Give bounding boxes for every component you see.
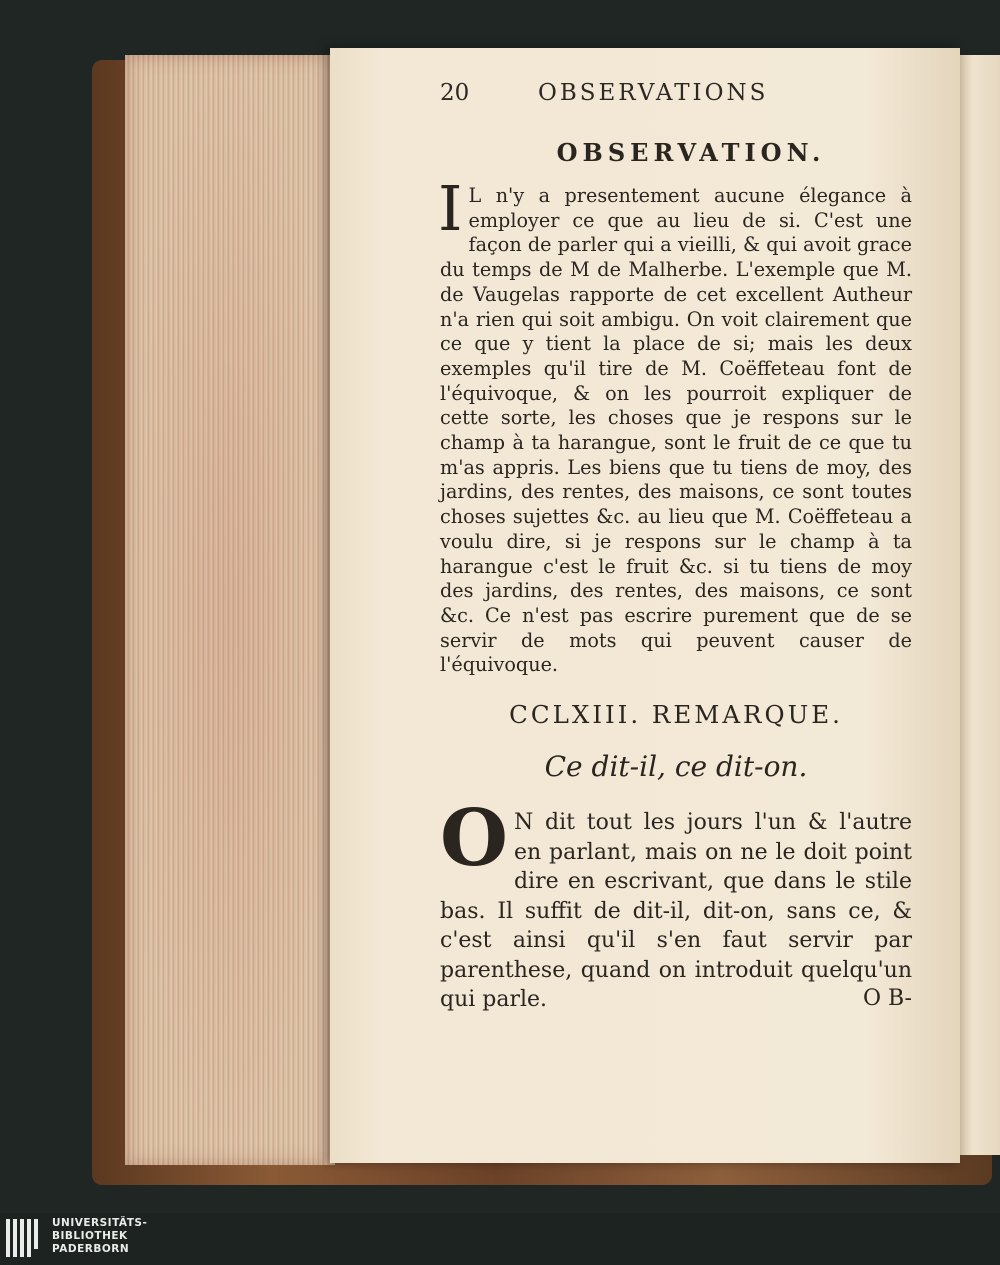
observation-text: L n'y a presentement aucune élegance à employer ce que au lieu de si. C'est une façon de parler qui a vieilli, & qui avoit grace du temps de M de Malherbe. L'exemple que M. de Vaugelas rapporte de cet excellent Autheur n'a rien qui soit ambigu. On voit clairement que ce que y tient la place de si; mais les deux exemples qu'il tire de M. Coëffeteau font de l'équivoque, & on les pourroit expliquer de cette sorte, les choses que je respons sur le champ à ta harangue, sont le fruit de ce que tu m'as appris. Les biens que tu tiens de moy, des jardins, des rentes, des maisons, ce sont toutes choses sujettes &c. au lieu que M. Coëffeteau a voulu dire, si je respons sur le champ à ta harangue c'est le fruit &c. si tu tiens de moy des jardins, des rentes, des maisons, ce sont &c. Ce n'est pas escrire purement que de se servir de mots qui peuvent causer de l'équivoque. bbox=[440, 184, 912, 677]
library-name-line: UNIVERSITÄTS- bbox=[52, 1217, 148, 1229]
observation-title: OBSERVATION. bbox=[556, 138, 826, 167]
drop-cap: I bbox=[438, 172, 463, 245]
page-block-edge bbox=[125, 55, 335, 1165]
library-name bbox=[52, 1217, 147, 1256]
library-logo-icon bbox=[6, 1219, 42, 1257]
remarque-subtitle: Ce dit-il, ce dit-on. bbox=[544, 750, 808, 783]
observation-paragraph bbox=[438, 172, 912, 678]
page-number: 20 bbox=[440, 80, 470, 106]
remarque-text: N dit tout les jours l'un & l'autre en parlant, mais on ne le doit point dire en escrivant, que dans le stile bas. Il suffit de dit-il, dit-on, sans ce, & c'est ainsi qu'il s'en faut servir par parenthese, quand on introduit quelqu'un qui parle. bbox=[440, 810, 912, 1012]
library-footer bbox=[0, 1213, 1000, 1265]
library-name-line: PADERBORN bbox=[52, 1243, 130, 1255]
remarque-paragraph bbox=[440, 793, 912, 1015]
running-head-title: OBSERVATIONS bbox=[538, 80, 769, 106]
library-name-line: BIBLIOTHEK bbox=[52, 1230, 128, 1242]
facing-page-edge bbox=[955, 55, 1000, 1155]
running-head bbox=[440, 80, 840, 106]
drop-cap: O bbox=[440, 793, 508, 884]
remarque-title: CCLXIII. REMARQUE. bbox=[509, 700, 843, 729]
catchword: O B- bbox=[862, 986, 912, 1011]
